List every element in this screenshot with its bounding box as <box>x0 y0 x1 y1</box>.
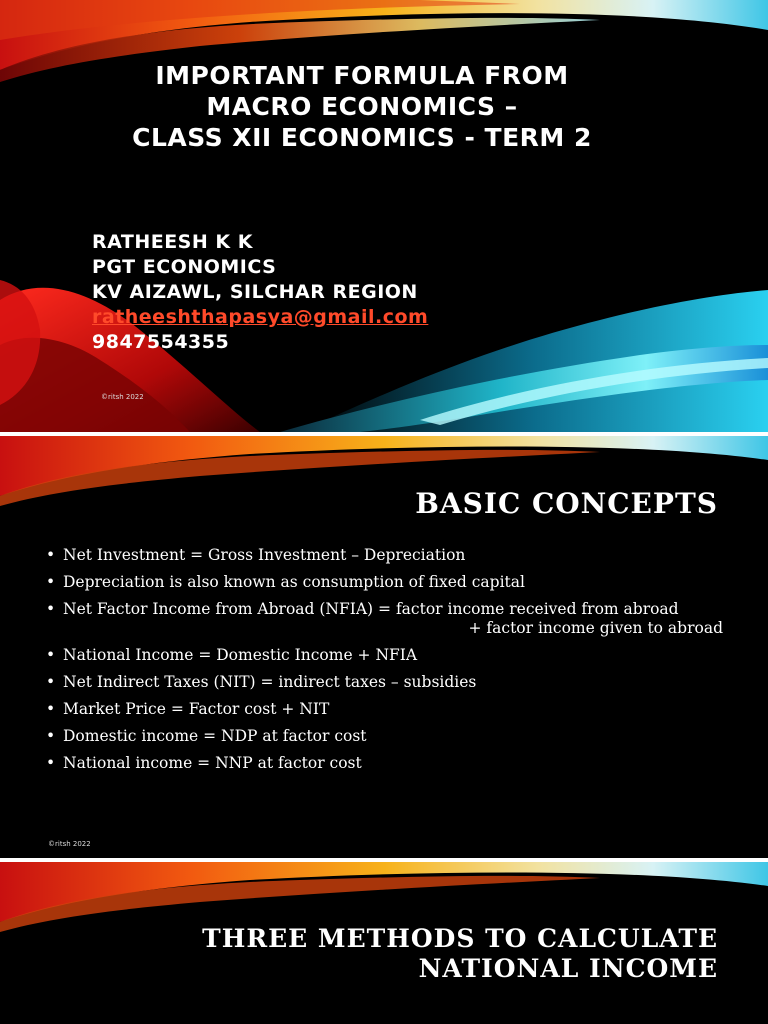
slide-credit: ©ritsh 2022 <box>101 393 144 401</box>
slide-title <box>0 0 768 432</box>
heading-line: THREE METHODS TO CALCULATE <box>202 924 718 953</box>
slide-heading: BASIC CONCEPTS <box>415 487 718 520</box>
author-block <box>92 230 428 355</box>
bullet-text: Net Investment = Gross Investment – Depreciation <box>63 546 466 564</box>
list-item <box>46 727 746 746</box>
list-item <box>46 700 746 719</box>
title-line: IMPORTANT FORMULA FROM <box>155 61 569 90</box>
author-school: KV AIZAWL, SILCHAR REGION <box>92 281 418 303</box>
bullet-text: Net Indirect Taxes (NIT) = indirect taxes – subsidies <box>63 673 477 691</box>
list-item <box>46 573 746 592</box>
author-name: RATHEESH K K <box>92 231 253 253</box>
bullet-text: Market Price = Factor cost + NIT <box>63 700 330 718</box>
bullet-list <box>46 546 746 781</box>
slide-credit: ©ritsh 2022 <box>48 840 91 848</box>
bullet-continuation: + factor income given to abroad <box>468 619 723 637</box>
heading-line: NATIONAL INCOME <box>418 954 718 983</box>
list-item <box>46 673 746 692</box>
list-item <box>46 600 746 638</box>
bullet-text: National income = NNP at factor cost <box>63 754 362 772</box>
title-line: CLASS XII ECONOMICS - TERM 2 <box>132 123 592 152</box>
bullet-text: Depreciation is also known as consumption of fixed capital <box>63 573 525 591</box>
title-line: MACRO ECONOMICS – <box>206 92 518 121</box>
bullet-text: Net Factor Income from Abroad (NFIA) = factor income received from abroad <box>63 600 679 618</box>
list-item <box>46 546 746 565</box>
slide-three-methods <box>0 862 768 1024</box>
bullet-text: National Income = Domestic Income + NFIA <box>63 646 418 664</box>
bullet-text: Domestic income = NDP at factor cost <box>63 727 367 745</box>
author-designation: PGT ECONOMICS <box>92 256 277 278</box>
list-item <box>46 646 746 665</box>
list-item <box>46 754 746 773</box>
slide-title-text <box>0 60 724 153</box>
slide-heading <box>202 924 718 984</box>
author-email-link[interactable]: ratheeshthapasya@gmail.com <box>92 306 429 328</box>
author-phone: 9847554355 <box>92 331 230 353</box>
slide-basic-concepts <box>0 436 768 858</box>
